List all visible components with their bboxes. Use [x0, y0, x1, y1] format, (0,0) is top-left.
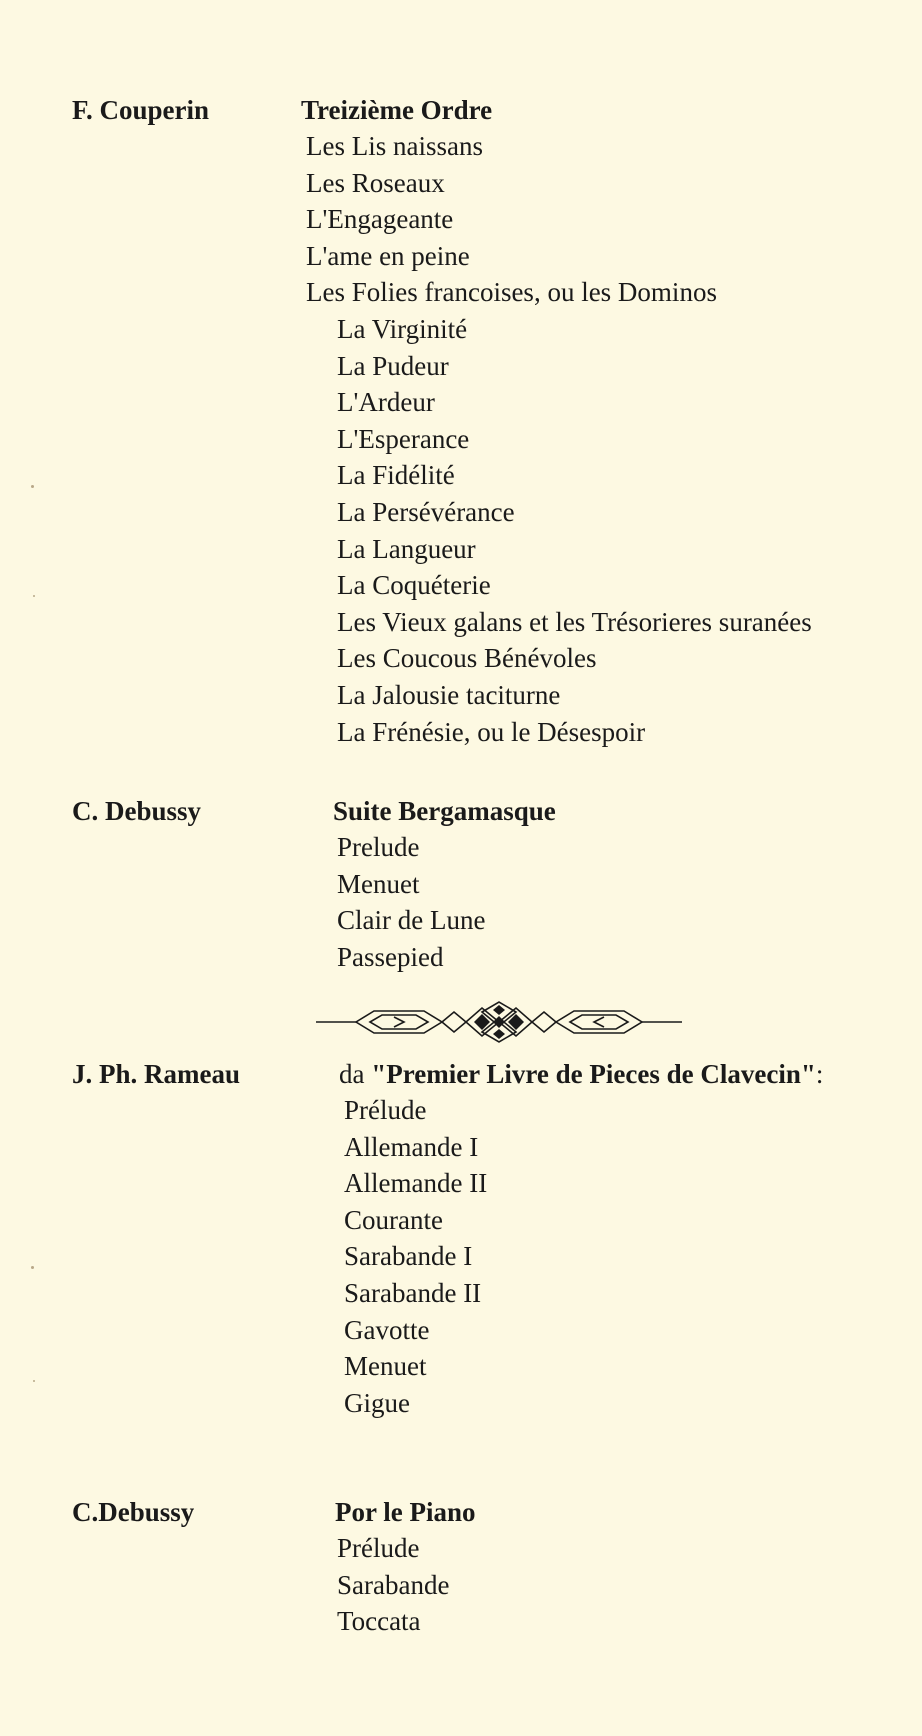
ornament-divider: [316, 1000, 682, 1044]
piece-item: Clair de Lune: [337, 905, 486, 936]
paper-speck: [33, 1380, 35, 1382]
paper-speck: [31, 1266, 34, 1269]
piece-item: Passepied: [337, 941, 444, 972]
piece-item: Courante: [344, 1204, 443, 1235]
paper-speck: [31, 485, 34, 488]
piece-item: Toccata: [337, 1606, 421, 1637]
composer-rameau: J. Ph. Rameau: [72, 1059, 240, 1089]
piece-item: Les Roseaux: [306, 167, 445, 198]
sub-piece-item: La Jalousie taciturne: [337, 679, 561, 710]
sub-piece-item: Les Vieux galans et les Trésorieres suranées: [337, 606, 812, 637]
sub-piece-item: La Persévérance: [337, 496, 515, 527]
piece-item: Menuet: [337, 868, 420, 899]
piece-item: Sarabande: [337, 1569, 450, 1600]
sub-piece-item: La Frénésie, ou le Désespoir: [337, 716, 646, 747]
piece-list-suite-bergamasque: [337, 829, 485, 975]
work-title-suite-bergamasque: Suite Bergamasque: [333, 796, 556, 826]
work-title-treizieme-ordre: Treizième Ordre: [301, 95, 493, 125]
piece-item: Gigue: [344, 1387, 410, 1418]
piece-list-couperin: [306, 128, 812, 750]
sub-piece-item: La Pudeur: [337, 350, 449, 381]
sub-piece-item: L'Ardeur: [337, 387, 435, 418]
work-title-por-le-piano: Por le Piano: [335, 1497, 476, 1527]
piece-item: Prelude: [337, 832, 420, 862]
composer-debussy: C. Debussy: [72, 796, 202, 826]
piece-item: Les Folies francoises, ou les Dominos: [306, 277, 717, 308]
piece-item: Prélude: [337, 1533, 420, 1563]
paper-speck: [33, 595, 35, 597]
piece-item: L'ame en peine: [306, 240, 470, 271]
work-title-suffix: :: [815, 1059, 824, 1089]
sub-piece-item: La Langueur: [337, 533, 476, 564]
sub-piece-item: L'Esperance: [337, 423, 470, 454]
sub-piece-item: La Coquéterie: [337, 570, 491, 601]
sub-piece-item: La Virginité: [337, 313, 468, 344]
composer-debussy-2: C.Debussy: [72, 1497, 195, 1527]
piece-item: Allemande II: [344, 1168, 488, 1199]
sub-piece-item: La Fidélité: [337, 460, 455, 491]
piece-item: Sarabande II: [344, 1277, 482, 1308]
piece-item: Sarabande I: [344, 1241, 473, 1272]
work-title-prefix: da: [339, 1059, 372, 1089]
piece-item: L'Engageante: [306, 204, 454, 235]
piece-item: Menuet: [344, 1351, 427, 1382]
piece-list-por-le-piano: [337, 1530, 449, 1640]
piece-list-rameau: [344, 1092, 487, 1421]
piece-item: Gavotte: [344, 1314, 430, 1345]
composer-couperin: F. Couperin: [72, 95, 210, 125]
piece-item: Allemande I: [344, 1131, 479, 1162]
sub-piece-item: Les Coucous Bénévoles: [337, 643, 597, 674]
piece-item: Les Lis naissans: [306, 131, 483, 161]
work-title-premier-livre: [339, 1056, 823, 1092]
piece-item: Prélude: [344, 1095, 427, 1125]
work-title-main: "Premier Livre de Pieces de Clavecin": [371, 1059, 816, 1089]
